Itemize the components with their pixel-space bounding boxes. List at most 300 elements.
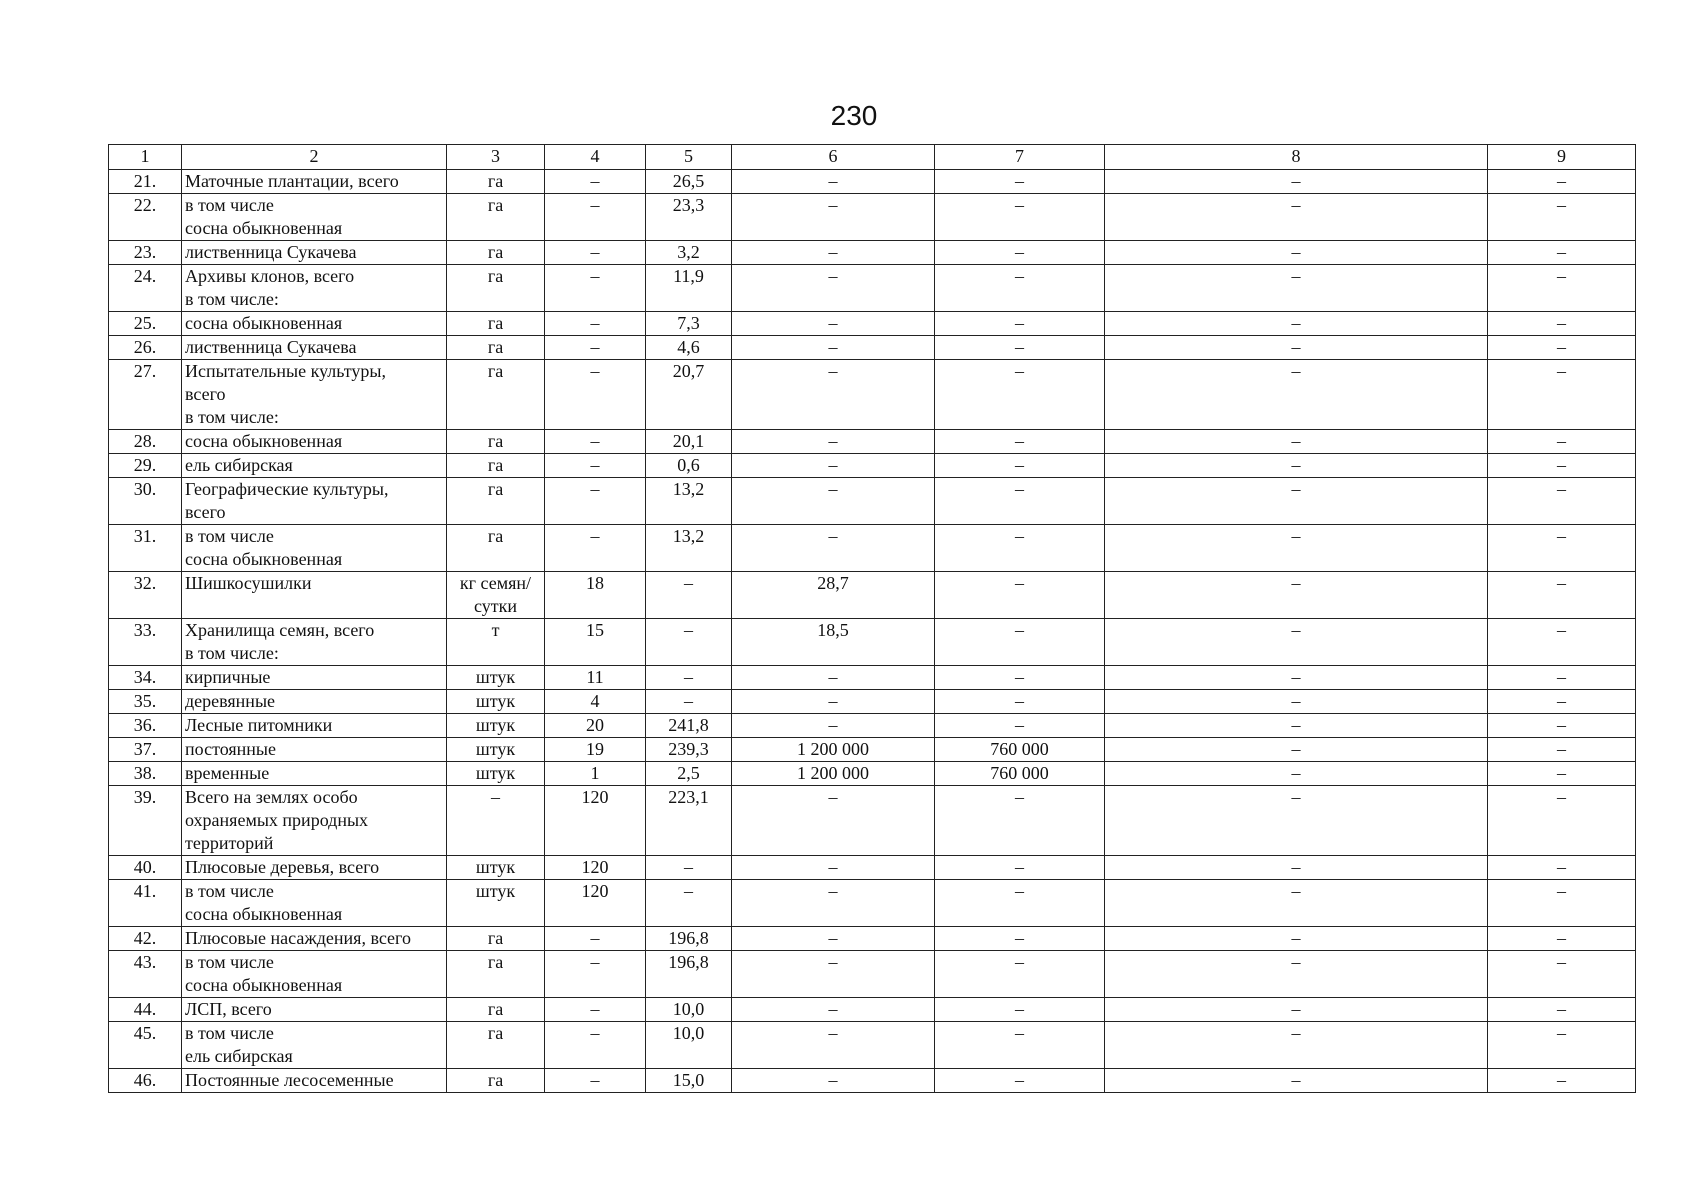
- cell-col5: 11,9: [646, 265, 732, 312]
- cell-col8: –: [1105, 690, 1488, 714]
- row-name: [182, 619, 447, 666]
- cell-col6: –: [732, 880, 935, 927]
- cell-col8: –: [1105, 336, 1488, 360]
- cell-col5: 223,1: [646, 786, 732, 856]
- row-unit: [447, 786, 545, 856]
- row-number: 41.: [109, 880, 182, 927]
- page-number: 230: [830, 100, 878, 131]
- cell-col5: 7,3: [646, 312, 732, 336]
- cell-col6: –: [732, 430, 935, 454]
- cell-col8: –: [1105, 360, 1488, 430]
- row-name: [182, 880, 447, 927]
- row-name-line: Плюсовые деревья, всего: [185, 857, 380, 877]
- cell-col9: –: [1488, 690, 1636, 714]
- cell-col5: –: [646, 619, 732, 666]
- data-table: [108, 144, 1636, 1093]
- cell-col6: –: [732, 1022, 935, 1069]
- cell-col5: 196,8: [646, 951, 732, 998]
- row-name: [182, 241, 447, 265]
- row-number: 43.: [109, 951, 182, 998]
- cell-col7: –: [935, 360, 1105, 430]
- row-unit-line: га: [487, 195, 504, 215]
- cell-col8: –: [1105, 1069, 1488, 1093]
- header-row: [109, 145, 1636, 170]
- cell-col4: –: [545, 194, 646, 241]
- table-row: [109, 666, 1636, 690]
- row-number: 34.: [109, 666, 182, 690]
- cell-col7: –: [935, 336, 1105, 360]
- cell-col9: –: [1488, 1069, 1636, 1093]
- cell-col6: –: [732, 170, 935, 194]
- cell-col4: 19: [545, 738, 646, 762]
- row-unit: [447, 880, 545, 927]
- cell-col4: –: [545, 525, 646, 572]
- cell-col8: –: [1105, 880, 1488, 927]
- cell-col7: –: [935, 478, 1105, 525]
- row-unit: [447, 525, 545, 572]
- cell-col9: –: [1488, 360, 1636, 430]
- cell-col4: –: [545, 1022, 646, 1069]
- cell-col6: –: [732, 998, 935, 1022]
- cell-col4: 20: [545, 714, 646, 738]
- cell-col4: 1: [545, 762, 646, 786]
- row-number: 38.: [109, 762, 182, 786]
- cell-col8: –: [1105, 666, 1488, 690]
- cell-col8: –: [1105, 762, 1488, 786]
- cell-col8: –: [1105, 998, 1488, 1022]
- cell-col6: –: [732, 1069, 935, 1093]
- row-name: [182, 194, 447, 241]
- row-name-line: в том числе: [185, 195, 274, 215]
- cell-col9: –: [1488, 666, 1636, 690]
- row-name: [182, 572, 447, 619]
- row-unit-line: –: [491, 787, 500, 807]
- cell-col6: –: [732, 454, 935, 478]
- row-unit: [447, 336, 545, 360]
- table-row: [109, 170, 1636, 194]
- row-name-line: сосна обыкновенная: [185, 313, 343, 333]
- row-name-line: ель сибирская: [185, 1046, 293, 1066]
- row-unit-line: га: [487, 313, 504, 333]
- row-number: 32.: [109, 572, 182, 619]
- cell-col9: –: [1488, 951, 1636, 998]
- row-name: [182, 856, 447, 880]
- cell-col7: –: [935, 241, 1105, 265]
- row-unit: [447, 454, 545, 478]
- column-header: 6: [732, 145, 935, 170]
- row-name-line: охраняемых природных: [185, 810, 369, 830]
- table-row: [109, 786, 1636, 856]
- cell-col5: –: [646, 856, 732, 880]
- row-name-line: постоянные: [185, 739, 276, 759]
- row-name: [182, 666, 447, 690]
- cell-col9: –: [1488, 430, 1636, 454]
- row-unit: [447, 856, 545, 880]
- table-row: [109, 738, 1636, 762]
- cell-col6: 1 200 000: [732, 762, 935, 786]
- cell-col8: –: [1105, 786, 1488, 856]
- row-unit-line: га: [487, 526, 504, 546]
- row-number: 46.: [109, 1069, 182, 1093]
- row-unit: [447, 572, 545, 619]
- row-number: 29.: [109, 454, 182, 478]
- cell-col6: –: [732, 194, 935, 241]
- row-name: [182, 927, 447, 951]
- cell-col7: –: [935, 1022, 1105, 1069]
- cell-col8: –: [1105, 714, 1488, 738]
- row-number: 35.: [109, 690, 182, 714]
- row-number: 23.: [109, 241, 182, 265]
- cell-col9: –: [1488, 454, 1636, 478]
- cell-col6: –: [732, 666, 935, 690]
- cell-col6: 1 200 000: [732, 738, 935, 762]
- row-number: 21.: [109, 170, 182, 194]
- cell-col7: –: [935, 714, 1105, 738]
- cell-col9: –: [1488, 927, 1636, 951]
- row-name-line: Испытательные культуры,: [185, 361, 387, 381]
- cell-col8: –: [1105, 927, 1488, 951]
- row-name-line: в том числе: [185, 881, 274, 901]
- row-unit-line: т: [491, 620, 500, 640]
- cell-col6: –: [732, 360, 935, 430]
- cell-col7: –: [935, 998, 1105, 1022]
- row-name: [182, 951, 447, 998]
- cell-col4: 120: [545, 786, 646, 856]
- row-name-line: временные: [185, 763, 270, 783]
- cell-col6: –: [732, 478, 935, 525]
- cell-col6: –: [732, 690, 935, 714]
- row-unit-line: га: [487, 171, 504, 191]
- cell-col4: –: [545, 170, 646, 194]
- row-name-line: сосна обыкновенная: [185, 904, 343, 924]
- row-name: [182, 1022, 447, 1069]
- table-row: [109, 856, 1636, 880]
- cell-col4: 11: [545, 666, 646, 690]
- cell-col5: 10,0: [646, 1022, 732, 1069]
- table-row: [109, 312, 1636, 336]
- cell-col7: –: [935, 265, 1105, 312]
- row-unit: [447, 312, 545, 336]
- cell-col7: –: [935, 170, 1105, 194]
- cell-col7: –: [935, 525, 1105, 572]
- row-unit: [447, 666, 545, 690]
- cell-col6: –: [732, 312, 935, 336]
- cell-col5: –: [646, 690, 732, 714]
- row-unit: [447, 762, 545, 786]
- row-name: [182, 430, 447, 454]
- row-number: 30.: [109, 478, 182, 525]
- cell-col7: –: [935, 572, 1105, 619]
- cell-col9: –: [1488, 880, 1636, 927]
- cell-col9: –: [1488, 312, 1636, 336]
- cell-col4: 15: [545, 619, 646, 666]
- cell-col5: 239,3: [646, 738, 732, 762]
- row-number: 40.: [109, 856, 182, 880]
- cell-col9: –: [1488, 525, 1636, 572]
- cell-col5: 20,7: [646, 360, 732, 430]
- row-number: 44.: [109, 998, 182, 1022]
- table-row: [109, 525, 1636, 572]
- cell-col4: 120: [545, 880, 646, 927]
- row-unit-line: га: [487, 999, 504, 1019]
- row-unit: [447, 430, 545, 454]
- row-number: 36.: [109, 714, 182, 738]
- row-unit-line: га: [487, 952, 504, 972]
- cell-col9: –: [1488, 714, 1636, 738]
- row-name: [182, 762, 447, 786]
- row-name: [182, 998, 447, 1022]
- cell-col7: –: [935, 312, 1105, 336]
- row-unit-line: га: [487, 242, 504, 262]
- cell-col6: –: [732, 856, 935, 880]
- cell-col9: –: [1488, 170, 1636, 194]
- row-unit-line: сутки: [474, 596, 517, 616]
- cell-col4: –: [545, 336, 646, 360]
- table-row: [109, 430, 1636, 454]
- row-name: [182, 312, 447, 336]
- table-row: [109, 927, 1636, 951]
- row-name-line: сосна обыкновенная: [185, 549, 343, 569]
- row-name-line: в том числе:: [185, 643, 279, 663]
- cell-col8: –: [1105, 454, 1488, 478]
- row-unit-line: га: [487, 479, 504, 499]
- row-name-line: ЛСП, всего: [185, 999, 272, 1019]
- row-name: [182, 1069, 447, 1093]
- cell-col4: –: [545, 430, 646, 454]
- row-unit-line: штук: [475, 881, 516, 901]
- table-row: [109, 690, 1636, 714]
- row-unit: [447, 478, 545, 525]
- row-unit-line: штук: [475, 691, 516, 711]
- cell-col6: –: [732, 241, 935, 265]
- row-name-line: всего: [185, 384, 226, 404]
- cell-col5: 15,0: [646, 1069, 732, 1093]
- cell-col5: 13,2: [646, 525, 732, 572]
- cell-col4: –: [545, 1069, 646, 1093]
- column-header: 9: [1488, 145, 1636, 170]
- row-unit-line: га: [487, 928, 504, 948]
- table-row: [109, 454, 1636, 478]
- cell-col9: –: [1488, 1022, 1636, 1069]
- cell-col4: –: [545, 927, 646, 951]
- cell-col5: 4,6: [646, 336, 732, 360]
- row-name-line: Всего на землях особо: [185, 787, 358, 807]
- cell-col4: 120: [545, 856, 646, 880]
- table-row: [109, 619, 1636, 666]
- table-row: [109, 336, 1636, 360]
- row-name-line: Лесные питомники: [185, 715, 333, 735]
- row-unit: [447, 927, 545, 951]
- row-name-line: всего: [185, 502, 226, 522]
- row-name-line: Архивы клонов, всего: [185, 266, 355, 286]
- cell-col7: –: [935, 927, 1105, 951]
- table-row: [109, 762, 1636, 786]
- cell-col5: –: [646, 666, 732, 690]
- table-body: [109, 170, 1636, 1093]
- row-number: 24.: [109, 265, 182, 312]
- cell-col5: –: [646, 572, 732, 619]
- cell-col8: –: [1105, 312, 1488, 336]
- cell-col8: –: [1105, 194, 1488, 241]
- row-number: 33.: [109, 619, 182, 666]
- row-number: 31.: [109, 525, 182, 572]
- cell-col5: –: [646, 880, 732, 927]
- cell-col6: –: [732, 927, 935, 951]
- row-unit: [447, 1022, 545, 1069]
- row-name-line: деревянные: [185, 691, 276, 711]
- row-name-line: сосна обыкновенная: [185, 975, 343, 995]
- cell-col9: –: [1488, 998, 1636, 1022]
- row-name: [182, 454, 447, 478]
- column-header: 4: [545, 145, 646, 170]
- row-number: 28.: [109, 430, 182, 454]
- cell-col4: –: [545, 998, 646, 1022]
- row-name-line: в том числе: [185, 952, 274, 972]
- row-unit-line: штук: [475, 667, 516, 687]
- cell-col4: 18: [545, 572, 646, 619]
- cell-col5: 0,6: [646, 454, 732, 478]
- row-name-line: Хранилища семян, всего: [185, 620, 375, 640]
- cell-col4: –: [545, 312, 646, 336]
- row-name-line: в том числе:: [185, 289, 279, 309]
- cell-col7: 760 000: [935, 762, 1105, 786]
- row-name-line: в том числе:: [185, 407, 279, 427]
- table-row: [109, 951, 1636, 998]
- table-row: [109, 241, 1636, 265]
- cell-col7: –: [935, 666, 1105, 690]
- row-unit-line: га: [487, 1070, 504, 1090]
- row-name-line: Маточные плантации, всего: [185, 171, 399, 191]
- row-name: [182, 336, 447, 360]
- cell-col5: 13,2: [646, 478, 732, 525]
- cell-col8: –: [1105, 478, 1488, 525]
- row-unit: [447, 170, 545, 194]
- table-row: [109, 194, 1636, 241]
- cell-col4: –: [545, 454, 646, 478]
- cell-col5: 196,8: [646, 927, 732, 951]
- cell-col6: 18,5: [732, 619, 935, 666]
- cell-col7: –: [935, 856, 1105, 880]
- row-unit-line: штук: [475, 739, 516, 759]
- row-name-line: ель сибирская: [185, 455, 293, 475]
- cell-col9: –: [1488, 856, 1636, 880]
- row-unit: [447, 998, 545, 1022]
- cell-col4: –: [545, 478, 646, 525]
- cell-col4: –: [545, 241, 646, 265]
- row-name-line: сосна обыкновенная: [185, 431, 343, 451]
- table-row: [109, 572, 1636, 619]
- row-name-line: лиственница Сукачева: [185, 337, 357, 357]
- row-name: [182, 690, 447, 714]
- row-unit-line: га: [487, 361, 504, 381]
- cell-col6: 28,7: [732, 572, 935, 619]
- cell-col7: –: [935, 690, 1105, 714]
- cell-col8: –: [1105, 1022, 1488, 1069]
- row-name-line: в том числе: [185, 1023, 274, 1043]
- cell-col7: –: [935, 619, 1105, 666]
- cell-col8: –: [1105, 525, 1488, 572]
- row-name-line: Постоянные лесосеменные: [185, 1070, 394, 1090]
- row-number: 37.: [109, 738, 182, 762]
- table-row: [109, 1022, 1636, 1069]
- cell-col7: 760 000: [935, 738, 1105, 762]
- row-unit-line: га: [487, 431, 504, 451]
- column-header: 3: [447, 145, 545, 170]
- row-unit: [447, 619, 545, 666]
- row-unit: [447, 1069, 545, 1093]
- cell-col7: –: [935, 1069, 1105, 1093]
- row-name-line: Шишкосушилки: [185, 573, 312, 593]
- cell-col5: 20,1: [646, 430, 732, 454]
- row-unit: [447, 951, 545, 998]
- row-number: 25.: [109, 312, 182, 336]
- cell-col8: –: [1105, 738, 1488, 762]
- cell-col6: –: [732, 525, 935, 572]
- column-header: 1: [109, 145, 182, 170]
- cell-col9: –: [1488, 738, 1636, 762]
- row-name: [182, 170, 447, 194]
- table-row: [109, 478, 1636, 525]
- cell-col8: –: [1105, 572, 1488, 619]
- column-header: 8: [1105, 145, 1488, 170]
- row-unit: [447, 714, 545, 738]
- cell-col5: 23,3: [646, 194, 732, 241]
- row-name-line: сосна обыкновенная: [185, 218, 343, 238]
- row-name: [182, 786, 447, 856]
- cell-col4: –: [545, 951, 646, 998]
- table-row: [109, 1069, 1636, 1093]
- cell-col5: 2,5: [646, 762, 732, 786]
- cell-col5: 3,2: [646, 241, 732, 265]
- cell-col8: –: [1105, 265, 1488, 312]
- row-name-line: территорий: [185, 833, 274, 853]
- cell-col8: –: [1105, 951, 1488, 998]
- cell-col9: –: [1488, 762, 1636, 786]
- cell-col9: –: [1488, 572, 1636, 619]
- cell-col5: 241,8: [646, 714, 732, 738]
- cell-col4: –: [545, 360, 646, 430]
- column-header: 2: [182, 145, 447, 170]
- row-number: 45.: [109, 1022, 182, 1069]
- cell-col9: –: [1488, 194, 1636, 241]
- column-header: 5: [646, 145, 732, 170]
- row-name-line: лиственница Сукачева: [185, 242, 357, 262]
- table-row: [109, 360, 1636, 430]
- cell-col7: –: [935, 951, 1105, 998]
- cell-col6: –: [732, 786, 935, 856]
- row-unit-line: штук: [475, 763, 516, 783]
- table-row: [109, 998, 1636, 1022]
- row-unit-line: га: [487, 266, 504, 286]
- row-name-line: Плюсовые насаждения, всего: [185, 928, 411, 948]
- cell-col7: –: [935, 454, 1105, 478]
- column-header: 7: [935, 145, 1105, 170]
- cell-col9: –: [1488, 786, 1636, 856]
- cell-col6: –: [732, 951, 935, 998]
- cell-col6: –: [732, 714, 935, 738]
- table-row: [109, 265, 1636, 312]
- cell-col6: –: [732, 336, 935, 360]
- row-unit-line: га: [487, 455, 504, 475]
- row-unit-line: штук: [475, 715, 516, 735]
- cell-col9: –: [1488, 241, 1636, 265]
- row-unit: [447, 241, 545, 265]
- cell-col8: –: [1105, 430, 1488, 454]
- cell-col9: –: [1488, 619, 1636, 666]
- row-unit: [447, 360, 545, 430]
- row-name-line: кирпичные: [185, 667, 271, 687]
- row-number: 42.: [109, 927, 182, 951]
